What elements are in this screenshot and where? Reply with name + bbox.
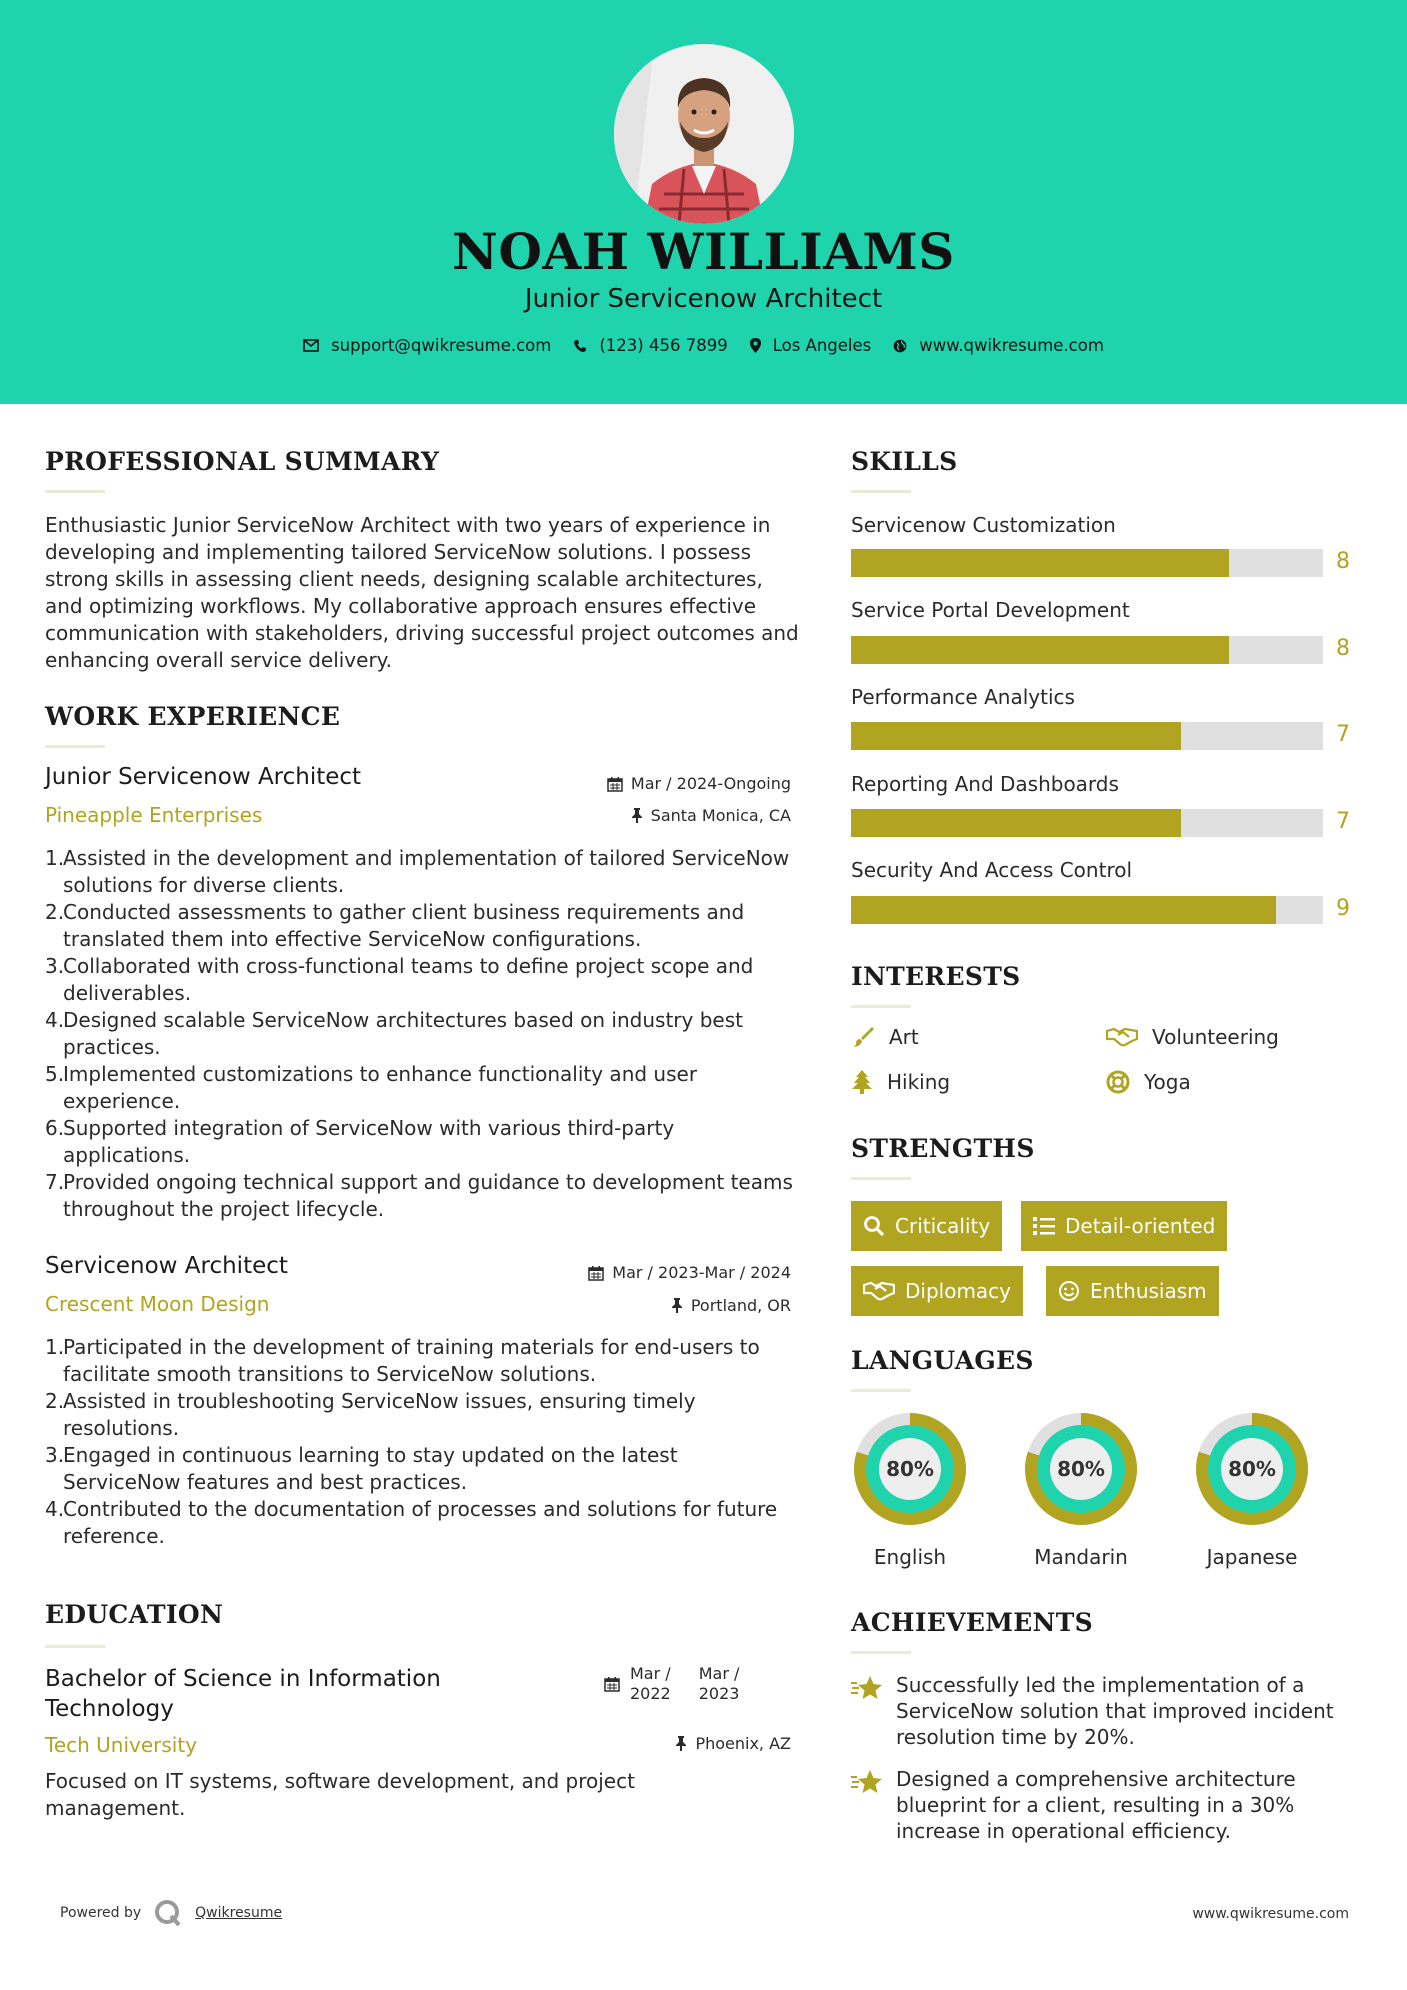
interest-label: Yoga [1144, 1070, 1191, 1094]
calendar-icon [607, 776, 623, 792]
job-company: Pineapple Enterprises [45, 803, 263, 827]
strengths-heading: STRENGTHS [851, 1134, 1035, 1163]
skill-name: Service Portal Development [851, 598, 1130, 622]
brand-link[interactable]: Qwikresume [195, 1905, 283, 1921]
language-percent: 80% [1228, 1457, 1276, 1481]
languages-heading: LANGUAGES [851, 1346, 1034, 1375]
experience-heading: WORK EXPERIENCE [45, 702, 341, 731]
skill-bar [851, 636, 1323, 664]
contact-email[interactable] [303, 336, 551, 355]
strength-label: Enthusiasm [1090, 1279, 1207, 1303]
education-end-month: Mar / [698, 1664, 740, 1683]
language-name: Mandarin [1034, 1545, 1128, 1569]
duty-text: Participated in the development of training materials for end-users to facilitate smooth transitions to ServiceNow solutions. [63, 1335, 760, 1386]
duty-text: Designed scalable ServiceNow architectures based on industry best practices. [63, 1008, 743, 1059]
contact-phone[interactable] [573, 336, 727, 355]
list-item: 5. Implemented customizations to enhance functionality and user experience. [45, 1062, 698, 1113]
duty-text: Collaborated with cross-functional teams to define project scope and deliverables. [63, 954, 754, 1005]
smile-icon [1058, 1280, 1080, 1302]
language-ring [1019, 1407, 1143, 1531]
education-end [699, 1664, 740, 1704]
duty-text: Engaged in continuous learning to stay updated on the latest ServiceNow features and best practices. [63, 1443, 678, 1494]
job-title: Junior Servicenow Architect [45, 764, 362, 790]
contact-bar [0, 336, 1407, 355]
interest-item [1106, 1025, 1279, 1049]
contact-location-text: Los Angeles [772, 336, 872, 355]
footer-url[interactable]: www.qwikresume.com [1192, 1906, 1349, 1922]
resume-header [0, 0, 1407, 404]
duty-text: Provided ongoing technical support and guidance to development teams throughout the project lifecycle. [63, 1170, 793, 1221]
profile-photo [614, 44, 794, 224]
search-icon [863, 1215, 885, 1237]
duty-text: Conducted assessments to gather client business requirements and translated them into effective ServiceNow configurations. [63, 900, 745, 951]
lifering-icon [1106, 1070, 1130, 1094]
job-dates-text: Mar / 2023-Mar / 2024 [612, 1263, 791, 1282]
interests-divider [851, 1005, 911, 1008]
job-duties-list [45, 845, 795, 1223]
interest-label: Hiking [887, 1070, 951, 1094]
handshake-icon [1106, 1026, 1138, 1048]
contact-phone-text: (123) 456 7899 [599, 336, 728, 355]
contact-email-text: support@qwikresume.com [331, 336, 552, 355]
pushpin-icon [675, 1736, 687, 1751]
list-item: 4. Contributed to the documentation of processes and solutions for future reference. [45, 1497, 778, 1548]
education-description: Focused on IT systems, software development, and project management. [45, 1769, 635, 1820]
job-location [631, 806, 791, 825]
education-location [675, 1734, 791, 1753]
list-item: 3. Collaborated with cross-functional teams to define project scope and deliverables. [45, 954, 754, 1005]
skill-bar [851, 809, 1323, 837]
contact-website[interactable] [893, 336, 1104, 355]
language-item [1019, 1407, 1143, 1577]
skills-heading: SKILLS [851, 447, 958, 476]
strength-label: Detail-oriented [1065, 1214, 1216, 1238]
achievement-item [850, 1672, 1370, 1750]
language-item [848, 1407, 972, 1577]
achievement-item [850, 1766, 1370, 1844]
qwikresume-logo-icon [153, 1898, 183, 1928]
candidate-role: Junior Servicenow Architect [524, 284, 883, 314]
strength-label: Criticality [895, 1214, 991, 1238]
language-name: Japanese [1206, 1545, 1298, 1569]
job-title: Servicenow Architect [45, 1253, 288, 1279]
languages-divider [851, 1389, 911, 1392]
list-item: 2. Assisted in troubleshooting ServiceNow issues, ensuring timely resolutions. [45, 1389, 696, 1440]
language-name: English [873, 1545, 947, 1569]
duty-text: Supported integration of ServiceNow with various third-party applications. [63, 1116, 675, 1167]
language-ring [1190, 1407, 1314, 1531]
summary-heading: PROFESSIONAL SUMMARY [45, 447, 440, 476]
calendar-icon [588, 1265, 604, 1281]
interest-label: Volunteering [1152, 1025, 1279, 1049]
contact-website-text: www.qwikresume.com [919, 336, 1104, 355]
education-start-month: Mar / [630, 1664, 671, 1683]
job-company: Crescent Moon Design [45, 1292, 270, 1316]
job-duties-list [45, 1334, 795, 1550]
achievements-divider [851, 1651, 911, 1654]
education-start-year: 2022 [630, 1684, 671, 1703]
interest-item [1106, 1070, 1191, 1094]
interest-item [851, 1025, 919, 1049]
job-location-text: Santa Monica, CA [650, 806, 791, 825]
candidate-name: NOAH WILLIAMS [452, 222, 955, 281]
powered-by-label: Powered by [60, 1905, 142, 1921]
language-ring [848, 1407, 972, 1531]
strength-chip [851, 1266, 1023, 1316]
list-item: 7. Provided ongoing technical support and guidance to development teams throughout the project lifecycle. [45, 1170, 793, 1221]
language-item [1190, 1407, 1314, 1577]
education-start [630, 1664, 671, 1704]
achievements-heading: ACHIEVEMENTS [851, 1608, 1093, 1637]
skill-name: Security And Access Control [851, 858, 1133, 882]
interest-label: Art [889, 1025, 919, 1049]
pushpin-icon [631, 808, 643, 823]
job-dates [588, 1263, 791, 1282]
handshake-icon [863, 1280, 895, 1302]
education-location-text: Phoenix, AZ [695, 1734, 791, 1753]
footer-powered-by [60, 1898, 282, 1928]
star-icon [850, 1768, 884, 1796]
skill-name: Servicenow Customization [851, 513, 1116, 537]
contact-location [750, 336, 872, 355]
skill-bar [851, 549, 1323, 577]
interest-item [851, 1070, 950, 1094]
list-item: 3. Engaged in continuous learning to stay updated on the latest ServiceNow features and best practices. [45, 1443, 678, 1494]
strength-chip [1021, 1201, 1227, 1251]
strength-chip [1046, 1266, 1219, 1316]
globe-icon [893, 339, 907, 353]
duty-text: Assisted in the development and implementation of tailored ServiceNow solutions for diverse clients. [63, 846, 790, 897]
summary-text: Enthusiastic Junior ServiceNow Architect with two years of experience in developing and implementing tailored ServiceNow solutions. I possess strong skills in assessing client needs, designing scalable architectures, and optimizing workflows. My collaborative approach ensures effective communication with stakeholders, driving successful project outcomes and enhancing overall service delivery. [45, 513, 799, 672]
strengths-divider [851, 1177, 911, 1180]
list-item: 4. Designed scalable ServiceNow architectures based on industry best practices. [45, 1008, 743, 1059]
skill-name: Reporting And Dashboards [851, 772, 1119, 796]
duty-text: Assisted in troubleshooting ServiceNow issues, ensuring timely resolutions. [63, 1389, 696, 1440]
language-percent: 80% [886, 1457, 934, 1481]
summary-divider [45, 490, 105, 493]
school-name: Tech University [45, 1733, 198, 1757]
skill-bar-fill [851, 636, 1229, 664]
job-dates-text: Mar / 2024-Ongoing [630, 774, 791, 793]
envelope-icon [303, 339, 319, 352]
education-heading: EDUCATION [45, 1600, 224, 1629]
education-divider [45, 1645, 105, 1648]
tree-icon [851, 1070, 873, 1094]
pushpin-icon [671, 1298, 683, 1313]
skill-bar-fill [851, 722, 1181, 750]
list-item: 2. Conducted assessments to gather client business requirements and translated them into effective ServiceNow configurations. [45, 900, 745, 951]
list-item: 1. Assisted in the development and implementation of tailored ServiceNow solutions for diverse clients. [45, 846, 790, 897]
duty-text: Contributed to the documentation of processes and solutions for future reference. [63, 1497, 778, 1548]
skill-value: 7 [1336, 722, 1350, 747]
skill-bar-fill [851, 809, 1181, 837]
skill-value: 7 [1336, 809, 1350, 834]
star-icon [850, 1674, 884, 1702]
skill-value: 8 [1336, 549, 1350, 574]
interests-heading: INTERESTS [851, 962, 1021, 991]
list-item: 1. Participated in the development of training materials for end-users to facilitate smooth transitions to ServiceNow solutions. [45, 1335, 760, 1386]
achievement-text: Successfully led the implementation of a ServiceNow solution that improved incident resolution time by 20%. [896, 1673, 1334, 1749]
degree-title: Bachelor of Science in Information Technology [45, 1666, 441, 1722]
education-end-year: 2023 [698, 1684, 740, 1703]
phone-icon [573, 339, 587, 353]
skill-value: 8 [1336, 636, 1350, 661]
job-dates [607, 774, 791, 793]
experience-divider [45, 745, 105, 748]
skill-bar-fill [851, 896, 1276, 924]
skill-bar-fill [851, 549, 1229, 577]
strength-chip [851, 1201, 1002, 1251]
education-dates [604, 1664, 739, 1704]
list-item: 6. Supported integration of ServiceNow with various third-party applications. [45, 1116, 675, 1167]
skills-divider [851, 490, 911, 493]
language-percent: 80% [1057, 1457, 1105, 1481]
skill-bar [851, 722, 1323, 750]
skill-value: 9 [1336, 896, 1350, 921]
list-icon [1033, 1216, 1055, 1236]
strength-label: Diplomacy [905, 1279, 1012, 1303]
job-location-text: Portland, OR [690, 1296, 791, 1315]
achievement-text: Designed a comprehensive architecture blueprint for a client, resulting in a 30% increase in operational efficiency. [896, 1767, 1296, 1843]
duty-text: Implemented customizations to enhance functionality and user experience. [63, 1062, 698, 1113]
job-location [671, 1296, 791, 1315]
skill-bar [851, 896, 1323, 924]
map-pin-icon [750, 338, 761, 353]
skill-name: Performance Analytics [851, 685, 1075, 709]
person-avatar-icon [614, 44, 794, 224]
calendar-icon [604, 1676, 620, 1692]
paintbrush-icon [851, 1025, 875, 1049]
